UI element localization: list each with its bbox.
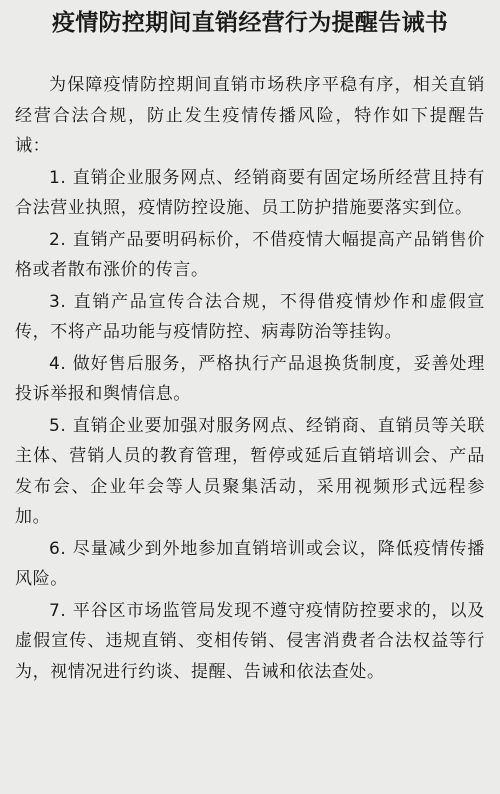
reminder-item-7: 7. 平谷区市场监管局发现不遵守疫情防控要求的，以及虚假宣传、违规直销、变相传销、侵害消费者合法权益等行为，视情况进行约谈、提醒、告诫和依法查处。 (15, 600, 485, 682)
document-body (15, 70, 485, 687)
reminder-item-6: 6. 尽量减少到外地参加直销培训或会议，降低疫情传播风险。 (15, 538, 485, 589)
reminder-item-2: 2. 直销产品要明码标价，不借疫情大幅提高产品销售价格或者散布涨价的传言。 (15, 229, 485, 280)
reminder-item-4: 4. 做好售后服务，严格执行产品退换货制度，妥善处理投诉举报和舆情信息。 (15, 353, 485, 404)
document-title: 疫情防控期间直销经营行为提醒告诫书 (51, 10, 449, 36)
intro-paragraph: 为保障疫情防控期间直销市场秩序平稳有序，相关直销经营合法合规，防止发生疫情传播风险，特作如下提醒告诫： (15, 75, 485, 156)
reminder-item-3: 3. 直销产品宣传合法合规，不得借疫情炒作和虚假宣传，不将产品功能与疫情防控、病毒防治等挂钩。 (15, 291, 485, 342)
reminder-item-5: 5. 直销企业要加强对服务网点、经销商、直销员等关联主体、营销人员的教育管理，暂停或延后直销培训会、产品发布会、企业年会等人员聚集活动，采用视频形式远程参加。 (15, 415, 485, 527)
reminder-item-1: 1. 直销企业服务网点、经销商要有固定场所经营且持有合法营业执照，疫情防控设施、员工防护措施要落实到位。 (15, 167, 485, 218)
